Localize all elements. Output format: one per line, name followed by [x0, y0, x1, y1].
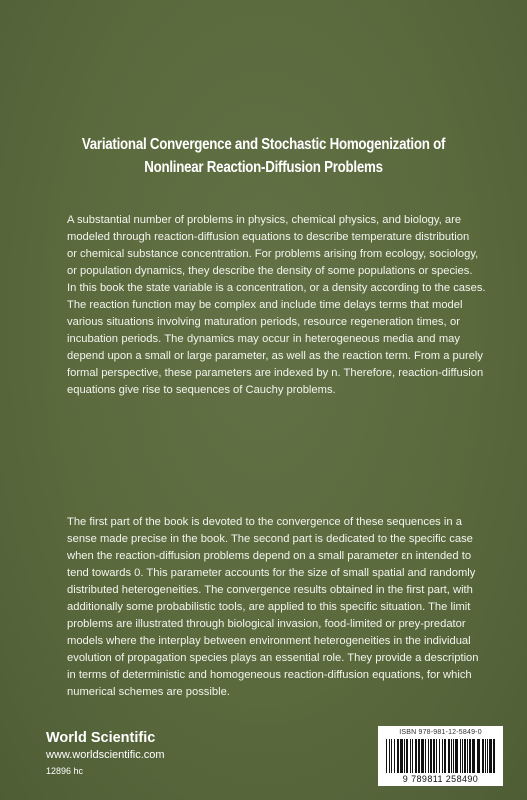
barcode-bar	[410, 739, 411, 773]
blurb-line: depend upon a small or large parameter, as well as the reaction term. From a purely	[67, 350, 484, 362]
barcode-bar	[433, 739, 435, 773]
blurb-line: in terms of deterministic and homogeneous reaction-diffusion equations, for which	[67, 669, 472, 681]
barcode-bar	[412, 739, 413, 773]
blurb-paragraph-1	[67, 212, 486, 399]
barcode-bar	[460, 739, 461, 773]
barcode-bar	[482, 739, 484, 773]
barcode-bar	[493, 739, 495, 773]
barcode-bar	[389, 739, 390, 773]
blurb-line: evolution of propagation species plays an essential role. They provide a description	[67, 652, 479, 664]
blurb-line: sense made precise in the book. The second part is dedicated to the specific case	[67, 533, 473, 545]
barcode-bar	[451, 739, 452, 773]
barcode-bar	[400, 739, 403, 773]
barcode	[378, 726, 503, 786]
blurb-line: incubation periods. The dynamics may occur in heterogeneous media and may	[67, 333, 460, 345]
blurb-paragraph-2	[67, 514, 479, 701]
blurb-line: or chemical substance concentration. For problems arising from ecology, sociology,	[67, 248, 479, 260]
barcode-bar	[472, 739, 475, 773]
barcode-bar	[425, 739, 426, 773]
barcode-bar	[430, 739, 432, 773]
publisher-block	[46, 730, 165, 777]
blurb-line: In this book the state variable is a concentration, or a density according to the cases.	[67, 282, 486, 294]
barcode-bar	[436, 739, 437, 773]
barcode-bar	[418, 739, 420, 773]
barcode-bar	[469, 739, 471, 773]
barcode-bar	[444, 739, 446, 773]
blurb-line: numerical schemes are possible.	[67, 686, 230, 698]
blurb-line: equations give rise to sequences of Cauchy problems.	[67, 384, 336, 396]
book-title-line-2: Nonlinear Reaction-Diffusion Problems	[144, 159, 383, 176]
barcode-bar	[487, 739, 488, 773]
blurb-line: additionally some probabilistic tools, are applied to this specific situation. The limit	[67, 601, 471, 613]
blurb-line: models where the interplay between environment heterogeneities in the individual	[67, 635, 471, 647]
barcode-bar	[397, 739, 399, 773]
barcode-bar	[455, 739, 458, 773]
barcode-bar	[442, 739, 443, 773]
barcode-bar	[406, 739, 408, 773]
barcode-digits: 9 789811 258490	[402, 774, 479, 784]
barcode-bar	[467, 739, 468, 773]
publisher-url: www.worldscientific.com	[46, 749, 165, 761]
barcode-bar	[462, 739, 463, 773]
blurb-line: The first part of the book is devoted to the convergence of these sequences in a	[67, 516, 462, 528]
product-code: 12896 hc	[46, 766, 84, 776]
barcode-bar	[391, 739, 392, 773]
book-title-line-1: Variational Convergence and Stochastic Homogenization of	[81, 136, 446, 153]
isbn-label: ISBN 978-981-12-5849-0	[399, 729, 482, 736]
barcode-bar	[394, 739, 395, 773]
blurb-line: formal perspective, these parameters are indexed by n. Therefore, reaction-diffusion	[67, 367, 484, 379]
blurb-line: problems are illustrated through biological invasion, food-limited or prey-predator	[67, 618, 466, 630]
blurb-line: or population dynamics, they describe the density of some populations or species.	[67, 265, 473, 277]
blurb-line: various situations involving maturation periods, resource regeneration times, or	[67, 316, 460, 328]
barcode-bar	[428, 739, 429, 773]
blurb-line: modeled through reaction-diffusion equations to describe temperature distribution	[67, 231, 470, 243]
barcode-bar	[464, 739, 466, 773]
barcode-bar	[485, 739, 486, 773]
blurb-line: A substantial number of problems in physics, chemical physics, and biology, are	[67, 214, 462, 226]
barcode-bar	[448, 739, 450, 773]
publisher-logo: World Scientific	[46, 730, 156, 746]
barcode-bar	[439, 739, 440, 773]
book-title	[37, 133, 490, 179]
blurb-line: when the reaction-diffusion problems depend on a small parameter εn intended to	[67, 550, 472, 562]
blurb-line: distributed heterogeneities. The convergence results obtained in the first part, with	[67, 584, 473, 596]
barcode-bar	[453, 739, 454, 773]
barcode-bar	[415, 739, 417, 773]
barcode-bar	[386, 739, 387, 773]
barcode-bar	[489, 739, 492, 773]
barcode-bar	[477, 739, 480, 773]
blurb-line: tend towards 0. This parameter accounts for the size of small spatial and randomly	[67, 567, 476, 579]
barcode-bars	[384, 739, 497, 773]
barcode-bar	[404, 739, 405, 773]
barcode-bar	[421, 739, 424, 773]
blurb-line: The reaction function may be complex and include time delays terms that model	[67, 299, 463, 311]
